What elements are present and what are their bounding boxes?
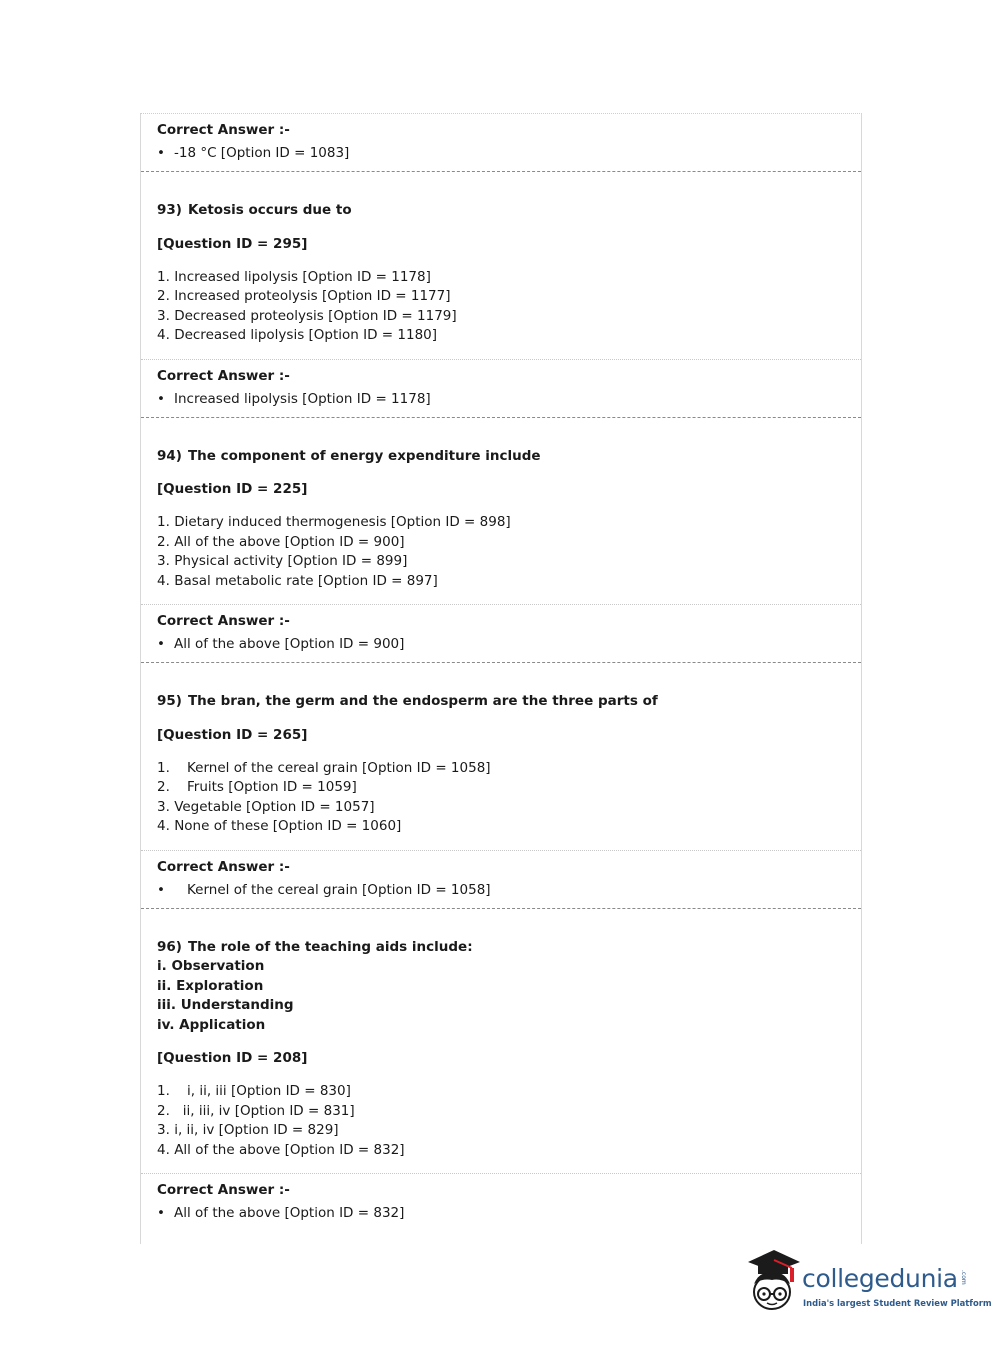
options-list [157, 268, 845, 346]
answer-row [157, 390, 845, 409]
option-item: 2. All of the above [Option ID = 900] [157, 533, 405, 550]
question-text: The role of the teaching aids include: [187, 938, 473, 955]
cap-base [758, 1264, 788, 1274]
question-title [157, 938, 845, 1036]
options-list [157, 759, 845, 837]
logo-wordmark: collegedunia [802, 1264, 958, 1293]
answer-row [157, 635, 845, 654]
option-item: 1. Dietary induced thermogenesis [Option ID = 898] [157, 514, 511, 530]
question-block-94 [141, 447, 861, 592]
answer-block-95 [141, 851, 861, 908]
bullet: • [157, 881, 165, 898]
options-list [157, 513, 845, 591]
option-item: 3. i, ii, iv [Option ID = 829] [157, 1122, 339, 1138]
answer-text: All of the above [Option ID = 900] [174, 636, 405, 652]
question-id: [Question ID = 295] [157, 235, 308, 252]
answer-row [157, 144, 845, 163]
question-subline: ii. Exploration [157, 977, 264, 994]
option-item: 4. Basal metabolic rate [Option ID = 897] [157, 572, 438, 589]
question-block-93 [141, 201, 861, 346]
question-title [157, 447, 845, 467]
bullet: • [157, 390, 165, 407]
answer-block-93 [141, 360, 861, 417]
question-divider [141, 662, 861, 663]
bullet: • [157, 1205, 165, 1221]
option-item: 2. ii, iii, iv [Option ID = 831] [157, 1102, 355, 1119]
question-block-95 [141, 692, 861, 837]
question-title [157, 201, 845, 221]
question-subline: i. Observation [157, 958, 265, 974]
option-item: 4. None of these [Option ID = 1060] [157, 818, 402, 834]
question-block-96 [141, 938, 861, 1161]
tassel [790, 1268, 794, 1282]
question-id: [Question ID = 208] [157, 1050, 308, 1066]
question-text: The component of energy expenditure include [187, 447, 541, 464]
question-id: [Question ID = 225] [157, 481, 308, 497]
bullet: • [157, 636, 165, 652]
answer-block-92 [141, 114, 861, 171]
question-subline: iii. Understanding [157, 997, 294, 1013]
option-item: 4. Decreased lipolysis [Option ID = 1180] [157, 327, 438, 343]
option-item: 3. Decreased proteolysis [Option ID = 1179] [157, 307, 457, 324]
answer-heading: Correct Answer :- [157, 613, 290, 629]
answer-block-94 [141, 605, 861, 662]
option-item: 3. Vegetable [Option ID = 1057] [157, 798, 375, 815]
answer-heading: Correct Answer :- [157, 122, 290, 138]
question-text: The bran, the germ and the endosperm are the three parts of [187, 693, 658, 709]
option-item: 3. Physical activity [Option ID = 899] [157, 553, 408, 569]
bullet: • [157, 145, 165, 161]
question-number: 96) [157, 938, 182, 955]
answer-heading: Correct Answer :- [157, 367, 290, 384]
question-divider [141, 908, 861, 909]
answer-text: -18 °C [Option ID = 1083] [174, 145, 350, 161]
answer-block-96 [141, 1174, 861, 1231]
answer-row [157, 881, 845, 900]
option-item: 2. Fruits [Option ID = 1059] [157, 779, 357, 795]
answer-text: All of the above [Option ID = 832] [174, 1205, 405, 1221]
answer-text: Increased lipolysis [Option ID = 1178] [174, 390, 431, 407]
answer-text: Kernel of the cereal grain [Option ID = 1058] [187, 881, 491, 898]
logo-suffix: .com [960, 1270, 967, 1285]
question-subline: iv. Application [157, 1016, 266, 1033]
option-item: 1. Kernel of the cereal grain [Option ID = 1058] [157, 759, 491, 776]
question-number: 94) [157, 447, 182, 464]
question-number: 95) [157, 693, 182, 709]
question-title [157, 692, 845, 712]
option-item: 4. All of the above [Option ID = 832] [157, 1141, 405, 1158]
question-divider [141, 171, 861, 172]
collegedunia-logo[interactable] [740, 1248, 992, 1318]
option-item: 1. Increased lipolysis [Option ID = 1178] [157, 268, 431, 285]
question-divider [141, 417, 861, 418]
exam-sheet [140, 113, 862, 1244]
answer-heading: Correct Answer :- [157, 1182, 290, 1198]
answer-heading: Correct Answer :- [157, 858, 290, 875]
logo-tagline: India's largest Student Review Platform [803, 1298, 992, 1308]
graduate-mascot-icon [740, 1248, 804, 1318]
question-text: Ketosis occurs due to [187, 202, 352, 218]
answer-row [157, 1204, 845, 1223]
options-list [157, 1082, 845, 1160]
option-item: 1. i, ii, iii [Option ID = 830] [157, 1083, 351, 1099]
option-item: 2. Increased proteolysis [Option ID = 1177] [157, 288, 451, 304]
question-number: 93) [157, 202, 182, 218]
question-id: [Question ID = 265] [157, 726, 308, 743]
